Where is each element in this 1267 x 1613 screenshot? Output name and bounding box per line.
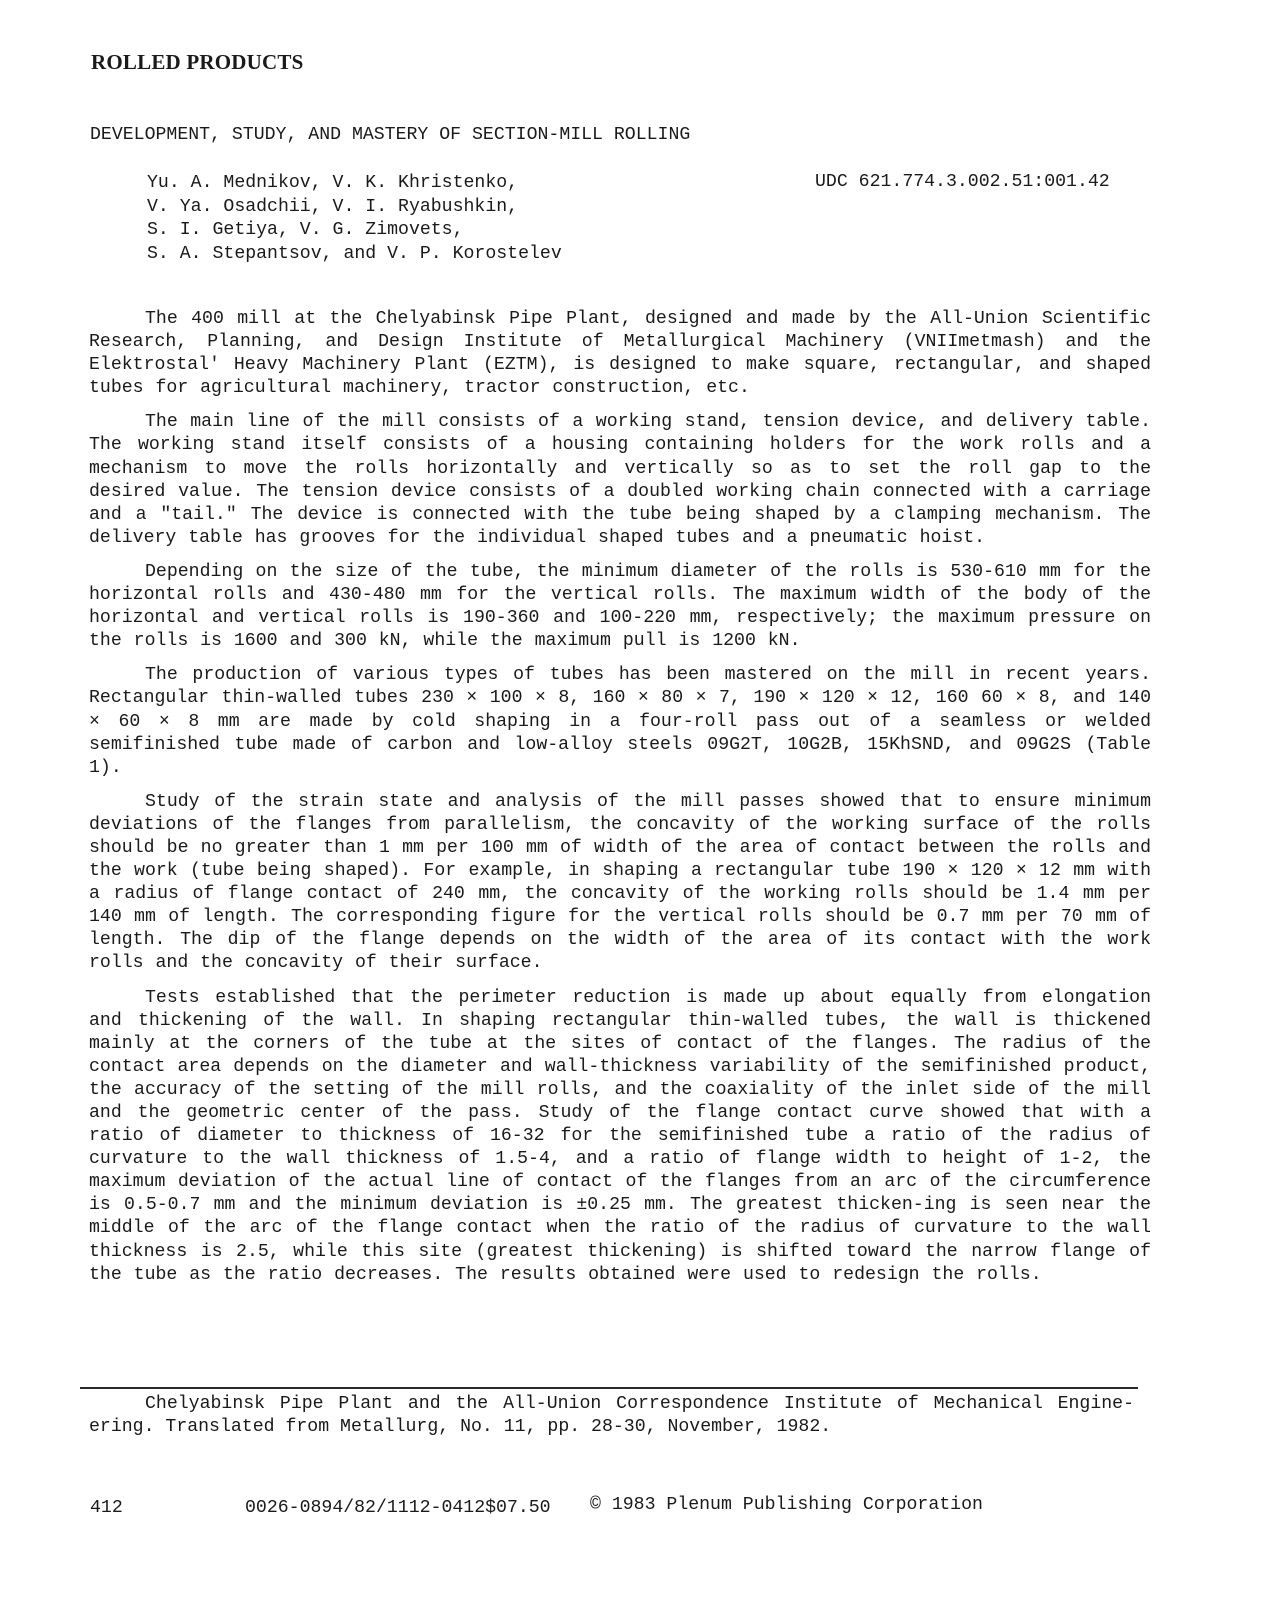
article-title: DEVELOPMENT, STUDY, AND MASTERY OF SECTION-MILL ROLLING <box>90 125 691 145</box>
footnote: Chelyabinsk Pipe Plant and the All-Union Correspondence Institute of Mechanical Engine-ering. Translated from Metallurg, No. 11, pp. 28-30, November, 1982. <box>89 1394 1134 1438</box>
body-paragraph: The production of various types of tubes has been mastered on the mill in recent years. Rectangular thin-walled tubes 230 × 100 × 8, 160 × 80 × 7, 190 × 120 × 12, 160 60 × 8, and 140 × 60 × 8 mm are made by cold shaping in a four-roll pass out of a seamless or welded semifinished tube made of carbon and low-alloy steels 09G2T, 10G2B, 15KhSND, and 09G2S (Table 1). <box>89 665 1151 778</box>
udc-code: UDC 621.774.3.002.51:001.42 <box>815 172 1110 192</box>
footnote-divider <box>80 1387 1138 1389</box>
body-paragraph: Tests established that the perimeter reduction is made up about equally from elongation and thickening of the wall. In shaping rectangular thin-walled tubes, the wall is thickened mainly at the corners of the tube at the sites of contact of the flanges. The radius of the contact area depends on the diameter and wall-thickness variability of the semifinished product, the accuracy of the setting of the mill rolls, and the coaxiality of the inlet side of the mill and the geometric center of the pass. Study of the flange contact curve showed that with a ratio of diameter to thickness of 16-32 for the semifinished tube a ratio of the radius of curvature to the wall thickness of 1.5-4, and a ratio of flange width to height of 1-2, the maximum deviation of the actual line of contact of the flanges from an arc of the circumference is 0.5-0.7 mm and the minimum deviation is ±0.25 mm. The greatest thicken-ing is seen near the middle of the arc of the flange contact when the ratio of the radius of curvature to the wall thickness is 2.5, while this site (greatest thickening) is shifted toward the narrow flange of the tube as the ratio decreases. The results obtained were used to redesign the rolls. <box>89 987 1151 1285</box>
article-body <box>89 308 1151 1298</box>
issn-code: 0026-0894/82/1112-0412$07.50 <box>245 1498 551 1518</box>
section-heading: ROLLED PRODUCTS <box>91 50 304 74</box>
body-paragraph: The main line of the mill consists of a working stand, tension device, and delivery table. The working stand itself consists of a housing containing holders for the work rolls and a mechanism to move the rolls horizontally and vertically so as to set the roll gap to the desired value. The tension device consists of a doubled working chain connected with a carriage and a "tail." The device is connected with the tube being shaped by a clamping mechanism. The delivery table has grooves for the individual shaped tubes and a pneumatic hoist. <box>89 412 1151 548</box>
author-line: V. Ya. Osadchii, V. I. Ryabushkin, <box>147 196 519 217</box>
body-paragraph: Study of the strain state and analysis of the mill passes showed that to ensure minimum deviations of the flanges from parallelism, the concavity of the working surface of the rolls should be no greater than 1 mm per 100 mm of width of the area of contact between the rolls and the work (tube being shaped). For example, in shaping a rectangular tube 190 × 120 × 12 mm with a radius of flange contact of 240 mm, the concavity of the working rolls should be 1.4 mm per 140 mm of length. The corresponding figure for the vertical rolls should be 0.7 mm per 70 mm of length. The dip of the flange depends on the width of the area of its contact with the work rolls and the concavity of their surface. <box>89 791 1151 974</box>
body-paragraph: The 400 mill at the Chelyabinsk Pipe Plant, designed and made by the All-Union Scientific Research, Planning, and Design Institute of Metallurgical Machinery (VNIImetmash) and the Elektrostal' Heavy Machinery Plant (EZTM), is designed to make square, rectangular, and shaped tubes for agricultural machinery, tractor construction, etc. <box>89 309 1151 399</box>
author-line: Yu. A. Mednikov, V. K. Khristenko, <box>147 173 519 193</box>
page-number: 412 <box>90 1498 123 1518</box>
author-line: S. A. Stepantsov, and V. P. Korostelev <box>147 243 562 264</box>
body-paragraph: Depending on the size of the tube, the minimum diameter of the rolls is 530-610 mm for the horizontal rolls and 430-480 mm for the vertical rolls. The maximum width of the body of the horizontal and vertical rolls is 190-360 and 100-220 mm, respectively; the maximum pressure on the rolls is 1600 and 300 kN, while the maximum pull is 1200 kN. <box>89 561 1151 652</box>
author-line: S. I. Getiya, V. G. Zimovets, <box>147 220 464 240</box>
copyright-notice: © 1983 Plenum Publishing Corporation <box>590 1495 983 1515</box>
author-list <box>147 172 562 266</box>
